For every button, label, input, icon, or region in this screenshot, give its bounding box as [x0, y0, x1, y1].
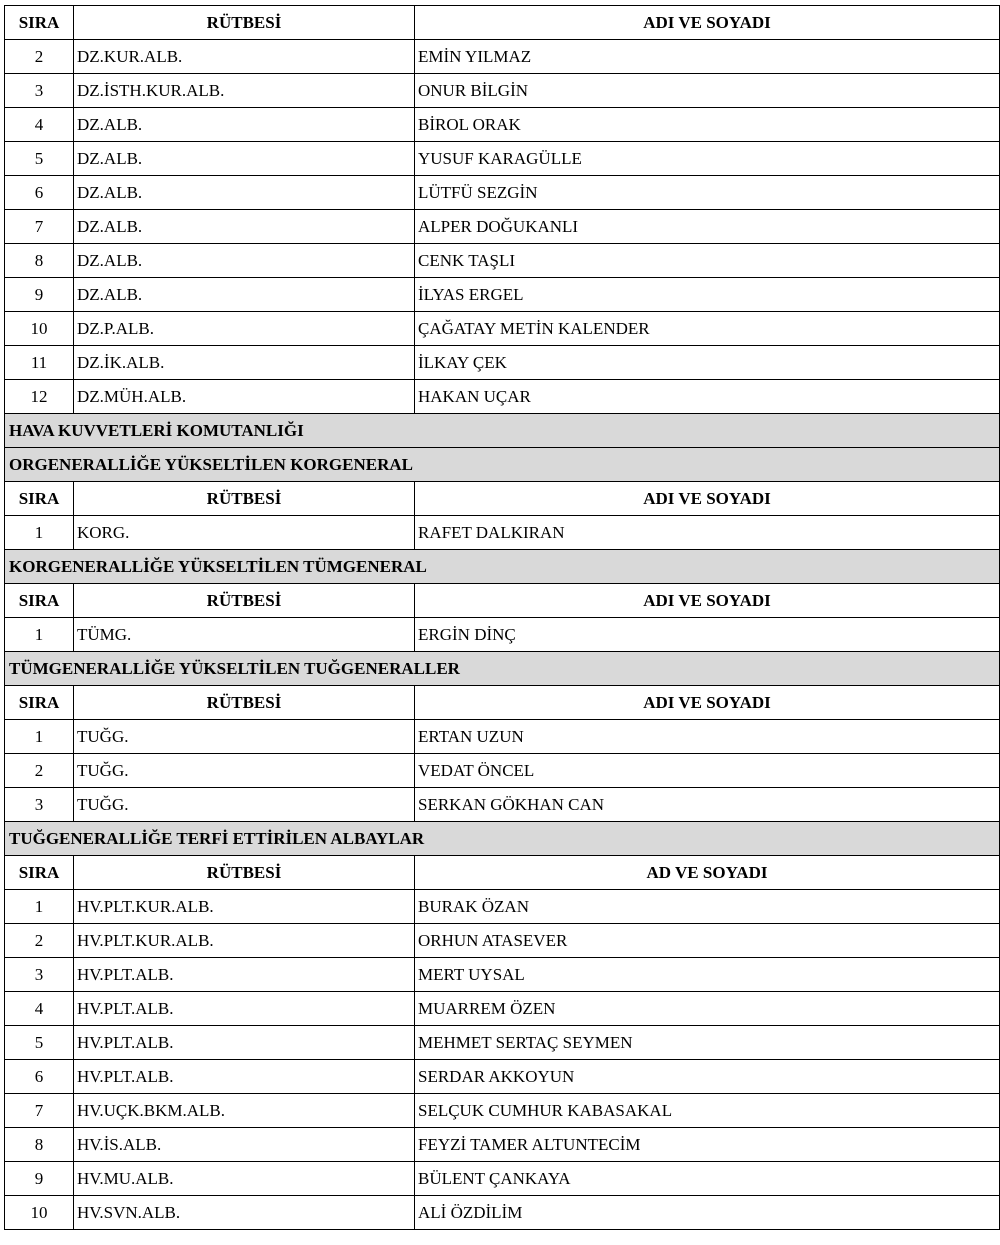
cell-rutbe: TUĞG. — [74, 788, 415, 822]
cell-name: ALPER DOĞUKANLI — [415, 210, 1000, 244]
cell-sira: 1 — [5, 516, 74, 550]
cell-name: SERDAR AKKOYUN — [415, 1060, 1000, 1094]
table-row — [5, 108, 1000, 142]
cell-rutbe: DZ.İSTH.KUR.ALB. — [74, 74, 415, 108]
table-header-row — [5, 584, 1000, 618]
cell-rutbe: TUĞG. — [74, 720, 415, 754]
table-header-row — [5, 856, 1000, 890]
table-row — [5, 992, 1000, 1026]
col-header-rutbesi: RÜTBESİ — [74, 482, 415, 516]
table-row — [5, 346, 1000, 380]
cell-name: SERKAN GÖKHAN CAN — [415, 788, 1000, 822]
col-header-adi-soyadi: ADI VE SOYADI — [415, 6, 1000, 40]
cell-rutbe: HV.PLT.KUR.ALB. — [74, 890, 415, 924]
col-header-adi-soyadi: AD VE SOYADI — [415, 856, 1000, 890]
cell-rutbe: TÜMG. — [74, 618, 415, 652]
section-heading-row — [5, 448, 1000, 482]
section-title: ORGENERALLİĞE YÜKSELTİLEN KORGENERAL — [5, 448, 1000, 482]
cell-rutbe: HV.PLT.ALB. — [74, 992, 415, 1026]
cell-name: ÇAĞATAY METİN KALENDER — [415, 312, 1000, 346]
table-row — [5, 176, 1000, 210]
cell-name: İLYAS ERGEL — [415, 278, 1000, 312]
cell-rutbe: HV.UÇK.BKM.ALB. — [74, 1094, 415, 1128]
cell-name: MEHMET SERTAÇ SEYMEN — [415, 1026, 1000, 1060]
col-header-rutbesi: RÜTBESİ — [74, 6, 415, 40]
cell-name: SELÇUK CUMHUR KABASAKAL — [415, 1094, 1000, 1128]
table-row — [5, 312, 1000, 346]
table-row — [5, 74, 1000, 108]
cell-sira: 5 — [5, 142, 74, 176]
col-header-rutbesi: RÜTBESİ — [74, 584, 415, 618]
section-title: KORGENERALLİĞE YÜKSELTİLEN TÜMGENERAL — [5, 550, 1000, 584]
table-row — [5, 720, 1000, 754]
cell-sira: 7 — [5, 210, 74, 244]
table-header-row — [5, 686, 1000, 720]
cell-sira: 9 — [5, 1162, 74, 1196]
cell-rutbe: DZ.ALB. — [74, 244, 415, 278]
cell-sira: 2 — [5, 40, 74, 74]
cell-sira: 4 — [5, 108, 74, 142]
table-row — [5, 890, 1000, 924]
cell-sira: 5 — [5, 1026, 74, 1060]
section-title: TÜMGENERALLİĞE YÜKSELTİLEN TUĞGENERALLER — [5, 652, 1000, 686]
col-header-sira: SIRA — [5, 856, 74, 890]
cell-name: ERGİN DİNÇ — [415, 618, 1000, 652]
table-row — [5, 380, 1000, 414]
cell-name: MERT UYSAL — [415, 958, 1000, 992]
table-row — [5, 1060, 1000, 1094]
cell-sira: 10 — [5, 1196, 74, 1230]
section-heading-row — [5, 550, 1000, 584]
cell-rutbe: HV.PLT.KUR.ALB. — [74, 924, 415, 958]
cell-name: CENK TAŞLI — [415, 244, 1000, 278]
col-header-adi-soyadi: ADI VE SOYADI — [415, 686, 1000, 720]
cell-rutbe: DZ.P.ALB. — [74, 312, 415, 346]
cell-sira: 3 — [5, 74, 74, 108]
cell-sira: 9 — [5, 278, 74, 312]
table-body — [5, 40, 1000, 1230]
cell-sira: 2 — [5, 924, 74, 958]
table-row — [5, 1094, 1000, 1128]
table-row — [5, 1026, 1000, 1060]
cell-rutbe: DZ.ALB. — [74, 108, 415, 142]
table-row — [5, 1196, 1000, 1230]
cell-name: BİROL ORAK — [415, 108, 1000, 142]
cell-sira: 6 — [5, 1060, 74, 1094]
cell-name: VEDAT ÖNCEL — [415, 754, 1000, 788]
cell-sira: 1 — [5, 618, 74, 652]
cell-rutbe: DZ.İK.ALB. — [74, 346, 415, 380]
cell-rutbe: KORG. — [74, 516, 415, 550]
cell-name: ONUR BİLGİN — [415, 74, 1000, 108]
table-row — [5, 788, 1000, 822]
table-row — [5, 244, 1000, 278]
cell-name: RAFET DALKIRAN — [415, 516, 1000, 550]
cell-sira: 8 — [5, 244, 74, 278]
cell-sira: 6 — [5, 176, 74, 210]
cell-sira: 3 — [5, 788, 74, 822]
cell-name: ERTAN UZUN — [415, 720, 1000, 754]
cell-name: ORHUN ATASEVER — [415, 924, 1000, 958]
table-header-row — [5, 6, 1000, 40]
cell-name: İLKAY ÇEK — [415, 346, 1000, 380]
cell-rutbe: DZ.MÜH.ALB. — [74, 380, 415, 414]
cell-name: BURAK ÖZAN — [415, 890, 1000, 924]
table-row — [5, 618, 1000, 652]
cell-sira: 11 — [5, 346, 74, 380]
cell-sira: 4 — [5, 992, 74, 1026]
table-row — [5, 958, 1000, 992]
col-header-adi-soyadi: ADI VE SOYADI — [415, 584, 1000, 618]
cell-sira: 7 — [5, 1094, 74, 1128]
table-row — [5, 210, 1000, 244]
table-row — [5, 924, 1000, 958]
cell-sira: 8 — [5, 1128, 74, 1162]
table-row — [5, 754, 1000, 788]
cell-rutbe: HV.İS.ALB. — [74, 1128, 415, 1162]
cell-rutbe: HV.PLT.ALB. — [74, 1060, 415, 1094]
col-header-rutbesi: RÜTBESİ — [74, 856, 415, 890]
col-header-sira: SIRA — [5, 482, 74, 516]
cell-name: HAKAN UÇAR — [415, 380, 1000, 414]
cell-rutbe: DZ.KUR.ALB. — [74, 40, 415, 74]
table-row — [5, 1162, 1000, 1196]
cell-name: FEYZİ TAMER ALTUNTECİM — [415, 1128, 1000, 1162]
cell-name: LÜTFÜ SEZGİN — [415, 176, 1000, 210]
table-row — [5, 516, 1000, 550]
cell-sira: 1 — [5, 720, 74, 754]
section-heading-row — [5, 414, 1000, 448]
section-title: HAVA KUVVETLERİ KOMUTANLIĞI — [5, 414, 1000, 448]
cell-sira: 1 — [5, 890, 74, 924]
cell-sira: 12 — [5, 380, 74, 414]
col-header-adi-soyadi: ADI VE SOYADI — [415, 482, 1000, 516]
table-row — [5, 278, 1000, 312]
cell-sira: 10 — [5, 312, 74, 346]
col-header-sira: SIRA — [5, 6, 74, 40]
col-header-rutbesi: RÜTBESİ — [74, 686, 415, 720]
cell-sira: 3 — [5, 958, 74, 992]
cell-sira: 2 — [5, 754, 74, 788]
table-row — [5, 40, 1000, 74]
cell-rutbe: TUĞG. — [74, 754, 415, 788]
cell-rutbe: HV.MU.ALB. — [74, 1162, 415, 1196]
cell-rutbe: DZ.ALB. — [74, 210, 415, 244]
cell-name: BÜLENT ÇANKAYA — [415, 1162, 1000, 1196]
cell-rutbe: DZ.ALB. — [74, 176, 415, 210]
cell-name: YUSUF KARAGÜLLE — [415, 142, 1000, 176]
table-row — [5, 142, 1000, 176]
promotion-list-table — [4, 5, 1000, 1230]
section-heading-row — [5, 822, 1000, 856]
section-heading-row — [5, 652, 1000, 686]
col-header-sira: SIRA — [5, 584, 74, 618]
table-row — [5, 1128, 1000, 1162]
cell-rutbe: HV.PLT.ALB. — [74, 958, 415, 992]
cell-rutbe: DZ.ALB. — [74, 142, 415, 176]
cell-rutbe: DZ.ALB. — [74, 278, 415, 312]
cell-name: ALİ ÖZDİLİM — [415, 1196, 1000, 1230]
table-header-row — [5, 482, 1000, 516]
cell-rutbe: HV.SVN.ALB. — [74, 1196, 415, 1230]
cell-name: MUARREM ÖZEN — [415, 992, 1000, 1026]
cell-name: EMİN YILMAZ — [415, 40, 1000, 74]
cell-rutbe: HV.PLT.ALB. — [74, 1026, 415, 1060]
section-title: TUĞGENERALLİĞE TERFİ ETTİRİLEN ALBAYLAR — [5, 822, 1000, 856]
col-header-sira: SIRA — [5, 686, 74, 720]
